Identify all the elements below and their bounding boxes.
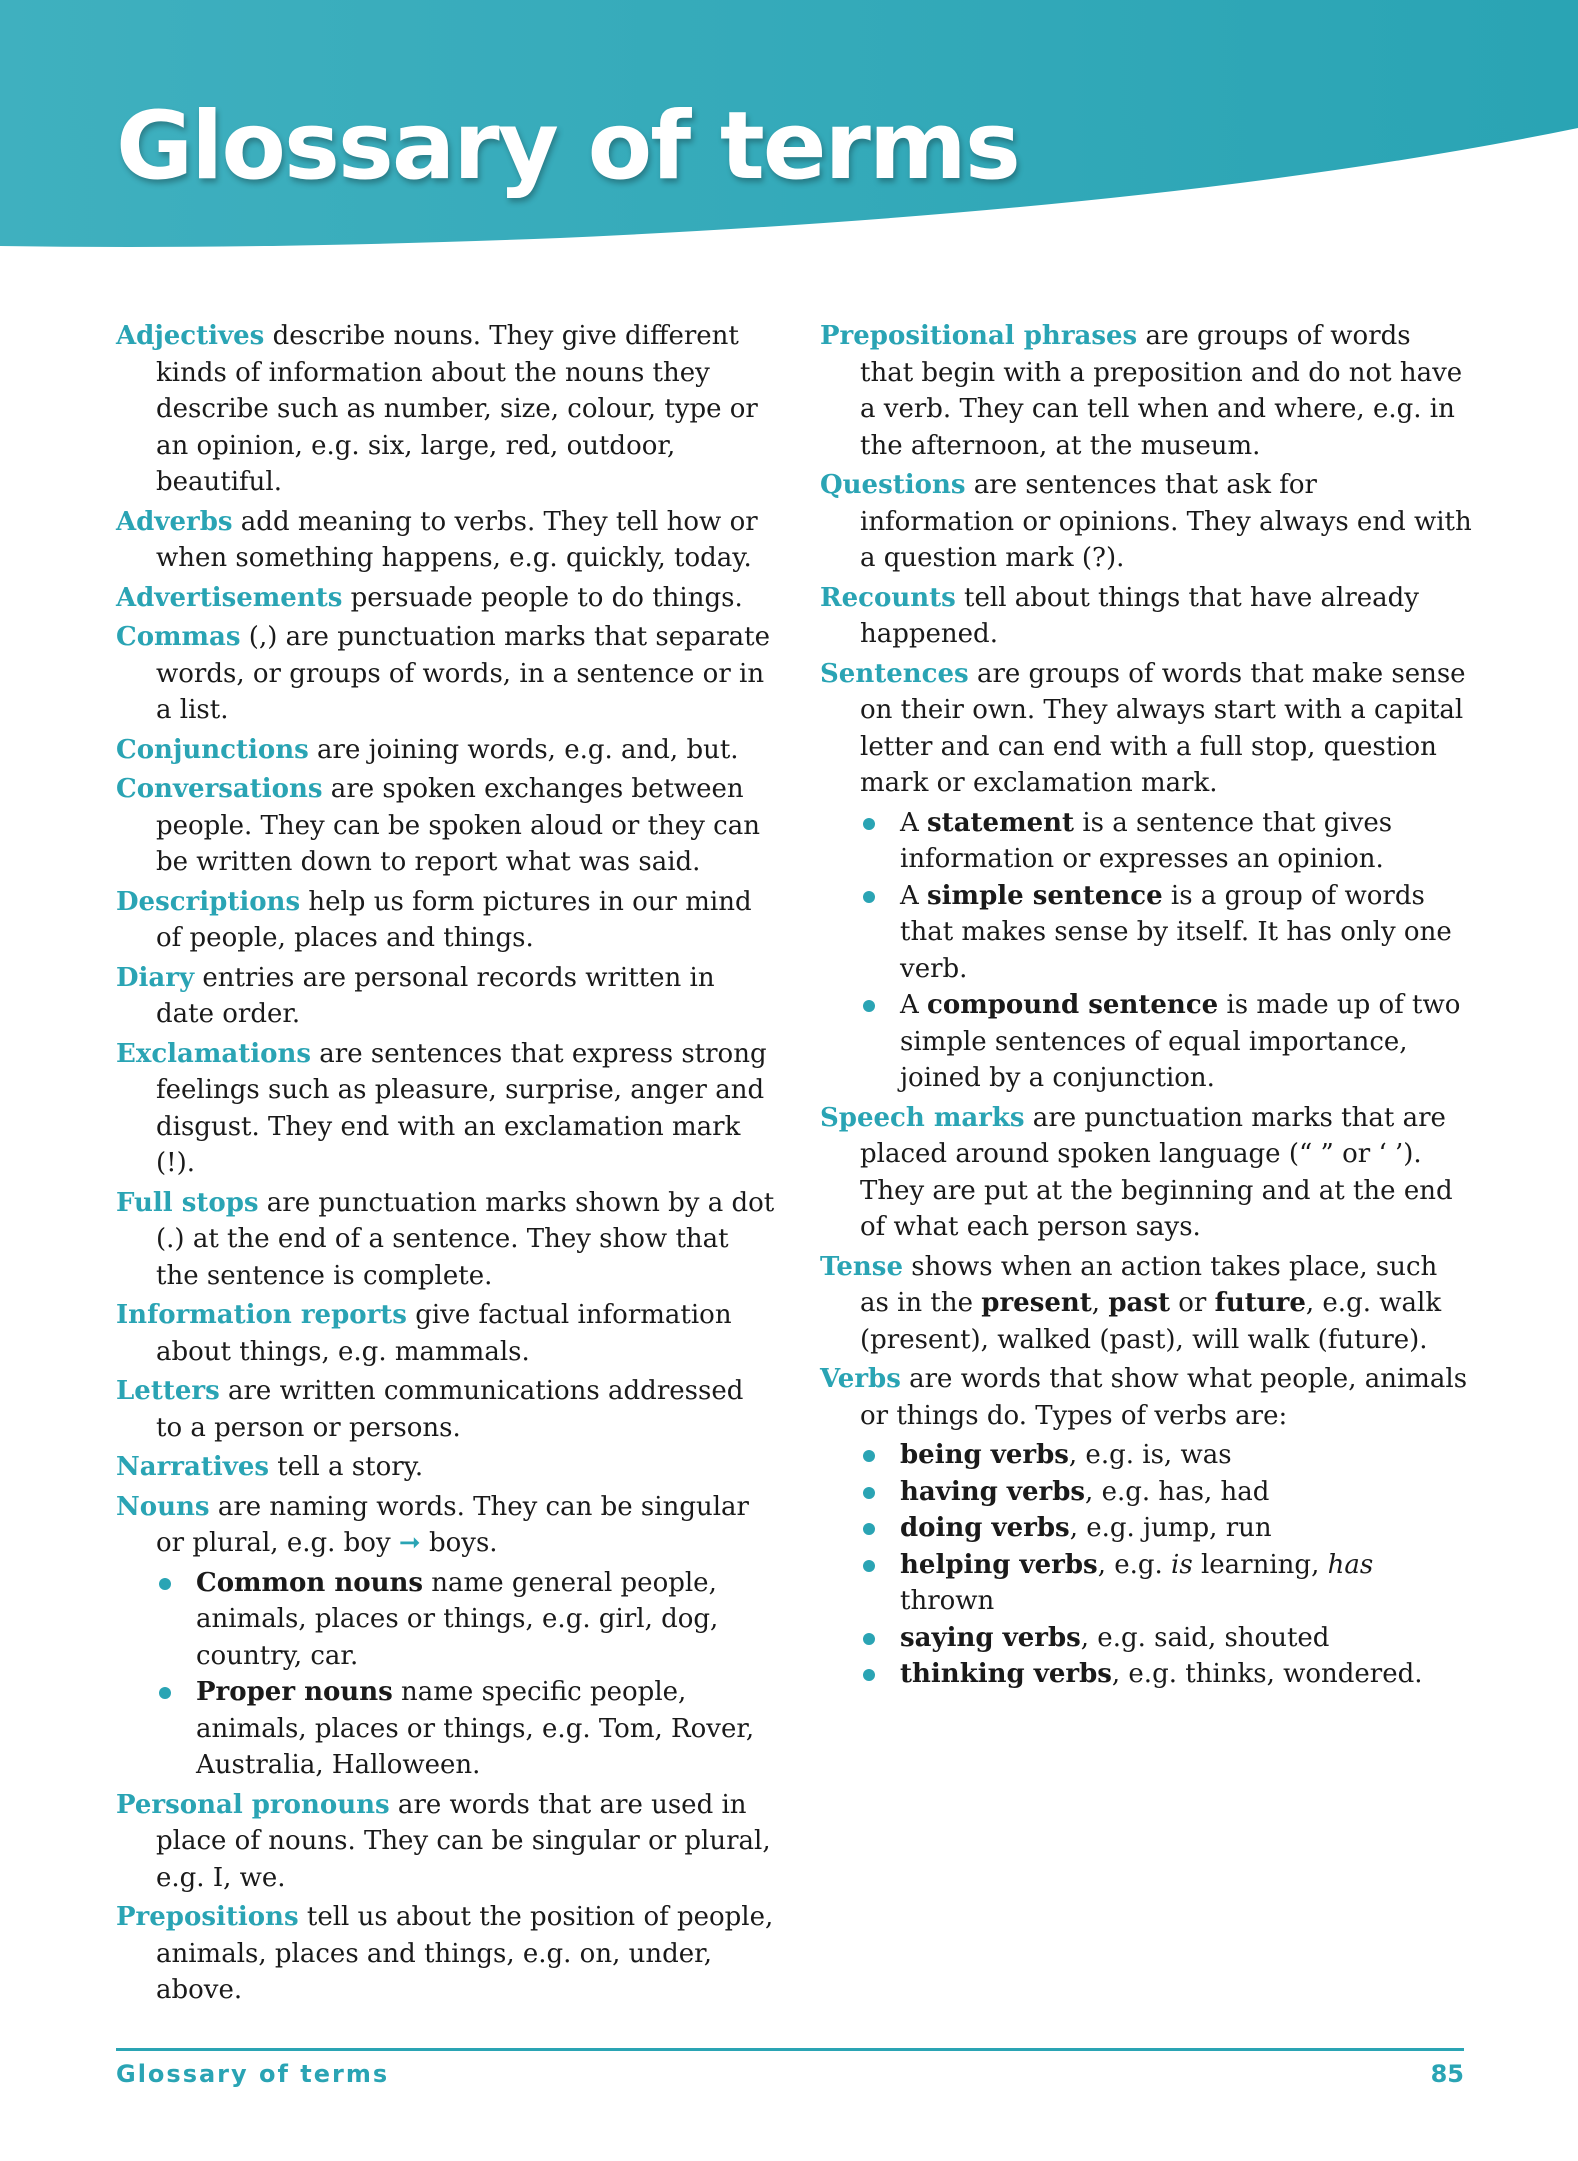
bullet-dot-icon	[863, 1669, 875, 1681]
glossary-entry	[116, 960, 776, 1033]
glossary-left-column	[116, 318, 776, 2012]
bullet-term: simple sentence	[927, 880, 1163, 911]
bullet-item	[116, 1565, 776, 1675]
glossary-entry	[116, 1449, 776, 1486]
glossary-definition: are written communications addressed to a person or persons.	[156, 1376, 744, 1443]
glossary-entry	[116, 771, 776, 881]
italic-example: has	[1327, 1549, 1374, 1580]
glossary-definition: are groups of words that make sense on their own. They always start with a capital letter and can end with a full stop, question mark or exclamation mark.	[860, 658, 1466, 798]
glossary-term: Information reports	[116, 1300, 407, 1330]
glossary-term: Sentences	[820, 658, 969, 689]
bullet-term: Common nouns	[196, 1567, 424, 1598]
glossary-definition: are sentences that ask for information or opinions. They always end with a question mark (?).	[860, 470, 1472, 573]
glossary-term: Conversations	[116, 774, 323, 804]
glossary-entry	[116, 318, 776, 501]
glossary-definition: or	[1170, 1288, 1215, 1318]
glossary-definition: are words that are used in place of nouns. They can be singular or plural, e.g. I, we.	[156, 1789, 771, 1893]
glossary-entry	[820, 1249, 1472, 1359]
italic-example: is	[1171, 1549, 1193, 1580]
glossary-term: Prepositional phrases	[820, 321, 1138, 351]
bullet-term: having verbs	[900, 1476, 1086, 1507]
bullet-text: is a group of words that makes sense by itself. It has only one verb.	[900, 880, 1452, 984]
bullet-term: statement	[927, 807, 1075, 838]
glossary-term: Advertisements	[116, 582, 343, 613]
bullet-term: doing verbs	[900, 1513, 1070, 1543]
glossary-entry	[820, 318, 1472, 464]
bullet-text: , e.g. has, had	[1085, 1476, 1270, 1507]
page-number: 85	[1430, 2060, 1464, 2088]
glossary-definition: are punctuation marks that are placed around spoken language (“ ” or ‘ ’). They are put at the beginning and at the end of what each person says.	[860, 1102, 1453, 1242]
bullet-item	[820, 1437, 1472, 1474]
glossary-term: Prepositions	[116, 1902, 299, 1932]
glossary-entry	[116, 619, 776, 729]
glossary-term: Tense	[820, 1251, 903, 1282]
bullet-dot-icon	[863, 818, 875, 830]
glossary-definition: entries are personal records written in date order.	[156, 962, 715, 1029]
bullet-term: helping verbs	[900, 1549, 1098, 1580]
glossary-term: Questions	[820, 470, 966, 500]
bullet-text: is made up of two simple sentences of equal importance, joined by a conjunction.	[900, 990, 1461, 1093]
bullet-text: , e.g. thinks, wondered.	[1111, 1659, 1423, 1689]
glossary-definition: , e.g. walk (present), walked (past), will walk (future).	[860, 1288, 1442, 1355]
glossary-term: Nouns	[116, 1491, 210, 1522]
bullet-term: being verbs	[900, 1440, 1069, 1470]
glossary-definition: boys.	[420, 1528, 498, 1558]
bullet-text: thrown	[900, 1586, 995, 1616]
glossary-definition: are words that show what people, animals or things do. Types of verbs are:	[860, 1364, 1468, 1431]
bullet-text: learning,	[1192, 1549, 1328, 1580]
bullet-dot-icon	[863, 1487, 875, 1499]
bullet-item	[116, 1674, 776, 1784]
glossary-definition: are groups of words that begin with a preposition and do not have a verb. They can tell when and where, e.g. in the afternoon, at the museum.	[860, 321, 1463, 461]
bullet-list	[820, 805, 1472, 1097]
bullet-term: thinking verbs	[900, 1659, 1112, 1689]
glossary-definition: tell us about the position of people, animals, places and things, e.g. on, under, above.	[156, 1902, 774, 2005]
bullet-list	[820, 1437, 1472, 1693]
glossary-term: Descriptions	[116, 886, 301, 917]
glossary-term: Commas	[116, 622, 241, 652]
glossary-entry	[820, 1361, 1472, 1434]
glossary-entry	[116, 884, 776, 957]
glossary-entry	[116, 1489, 776, 1562]
glossary-entry	[116, 1899, 776, 2009]
glossary-entry	[116, 1185, 776, 1295]
glossary-definition: are punctuation marks shown by a dot (.) at the end of a sentence. They show that the sentence is complete.	[156, 1187, 775, 1291]
glossary-term: Personal pronouns	[116, 1789, 390, 1820]
glossary-definition: are sentences that express strong feelings such as pleasure, surprise, anger and disgust. They end with an exclamation mark (!).	[156, 1038, 767, 1178]
bullet-prefix: A	[900, 880, 928, 911]
bullet-term: compound sentence	[927, 990, 1219, 1020]
tense-past: past	[1108, 1288, 1171, 1318]
bullet-dot-icon	[159, 1578, 171, 1590]
glossary-entry	[116, 580, 776, 617]
glossary-definition: tell a story.	[269, 1452, 424, 1482]
tense-future: future	[1214, 1288, 1306, 1318]
glossary-entry	[116, 1787, 776, 1897]
glossary-entry	[820, 467, 1472, 577]
bullet-list	[116, 1565, 776, 1784]
bullet-prefix: A	[900, 807, 928, 838]
glossary-entry	[116, 732, 776, 769]
bullet-item	[820, 1510, 1472, 1547]
glossary-definition: add meaning to verbs. They tell how or when something happens, e.g. quickly, today.	[156, 506, 758, 573]
footer-divider	[116, 2048, 1464, 2051]
glossary-entry	[116, 1297, 776, 1370]
glossary-term: Conjunctions	[116, 734, 309, 765]
bullet-text: , e.g. said, shouted	[1080, 1622, 1330, 1653]
arrow-right-icon: ➞	[398, 1528, 421, 1558]
glossary-term: Speech marks	[820, 1102, 1025, 1133]
bullet-item	[820, 805, 1472, 878]
bullet-item	[820, 1547, 1472, 1620]
bullet-dot-icon	[863, 1633, 875, 1645]
glossary-definition: tell about things that have already happened.	[860, 582, 1419, 649]
glossary-term: Diary	[116, 962, 195, 993]
glossary-term: Verbs	[820, 1364, 901, 1394]
glossary-definition: ,	[1091, 1288, 1109, 1318]
bullet-dot-icon	[863, 1523, 875, 1535]
bullet-item	[820, 1620, 1472, 1657]
glossary-entry	[116, 1373, 776, 1446]
glossary-term: Adverbs	[116, 506, 233, 537]
glossary-definition: shows when an action takes place, such as in the	[860, 1251, 1438, 1318]
bullet-dot-icon	[159, 1687, 171, 1699]
glossary-entry	[820, 580, 1472, 653]
glossary-term: Letters	[116, 1376, 220, 1406]
bullet-item	[820, 1656, 1472, 1693]
bullet-item	[820, 987, 1472, 1097]
glossary-term: Recounts	[820, 582, 956, 613]
bullet-text: name specific people, animals, places or things, e.g. Tom, Rover, Australia, Halloween.	[196, 1677, 755, 1780]
bullet-item	[820, 1474, 1472, 1511]
glossary-entry	[820, 656, 1472, 802]
bullet-item	[820, 878, 1472, 988]
bullet-term: Proper nouns	[196, 1677, 393, 1707]
tense-present: present	[981, 1288, 1092, 1318]
footer-title: Glossary of terms	[116, 2060, 390, 2088]
bullet-dot-icon	[863, 1000, 875, 1012]
glossary-definition: (,) are punctuation marks that separate words, or groups of words, in a sentence or in a list.	[156, 622, 771, 725]
glossary-entry	[820, 1100, 1472, 1246]
glossary-definition: give factual information about things, e.g. mammals.	[156, 1300, 732, 1367]
glossary-term: Exclamations	[116, 1038, 311, 1069]
bullet-prefix: A	[900, 990, 928, 1020]
bullet-text: name general people, animals, places or things, e.g. girl, dog, country, car.	[196, 1567, 719, 1671]
glossary-definition: are spoken exchanges between people. They can be spoken aloud or they can be written down to report what was said.	[156, 774, 760, 877]
bullet-dot-icon	[863, 1560, 875, 1572]
glossary-definition: persuade people to do things.	[342, 582, 743, 613]
bullet-dot-icon	[863, 891, 875, 903]
glossary-entry	[116, 504, 776, 577]
glossary-entry	[116, 1036, 776, 1182]
glossary-term: Adjectives	[116, 321, 265, 351]
bullet-text: , e.g.	[1097, 1549, 1172, 1580]
glossary-definition: help us form pictures in our mind of people, places and things.	[156, 886, 752, 953]
glossary-term: Full stops	[116, 1187, 259, 1218]
bullet-dot-icon	[863, 1450, 875, 1462]
bullet-text: is a sentence that gives information or expresses an opinion.	[900, 807, 1393, 874]
glossary-definition: are naming words. They can be singular or plural, e.g. boy	[156, 1491, 749, 1558]
glossary-definition: are joining words, e.g. and, but.	[308, 734, 739, 765]
bullet-text: , e.g. jump, run	[1069, 1513, 1272, 1543]
page-title: Glossary of terms	[116, 92, 1019, 201]
glossary-right-column	[820, 318, 1472, 1696]
bullet-term: saying verbs	[900, 1622, 1081, 1653]
glossary-definition: describe nouns. They give different kinds of information about the nouns they describe such as number, size, colour, type or an opinion, e.g. six, large, red, outdoor, beautiful.	[156, 321, 758, 497]
glossary-term: Narratives	[116, 1452, 270, 1482]
bullet-text: , e.g. is, was	[1068, 1440, 1232, 1470]
